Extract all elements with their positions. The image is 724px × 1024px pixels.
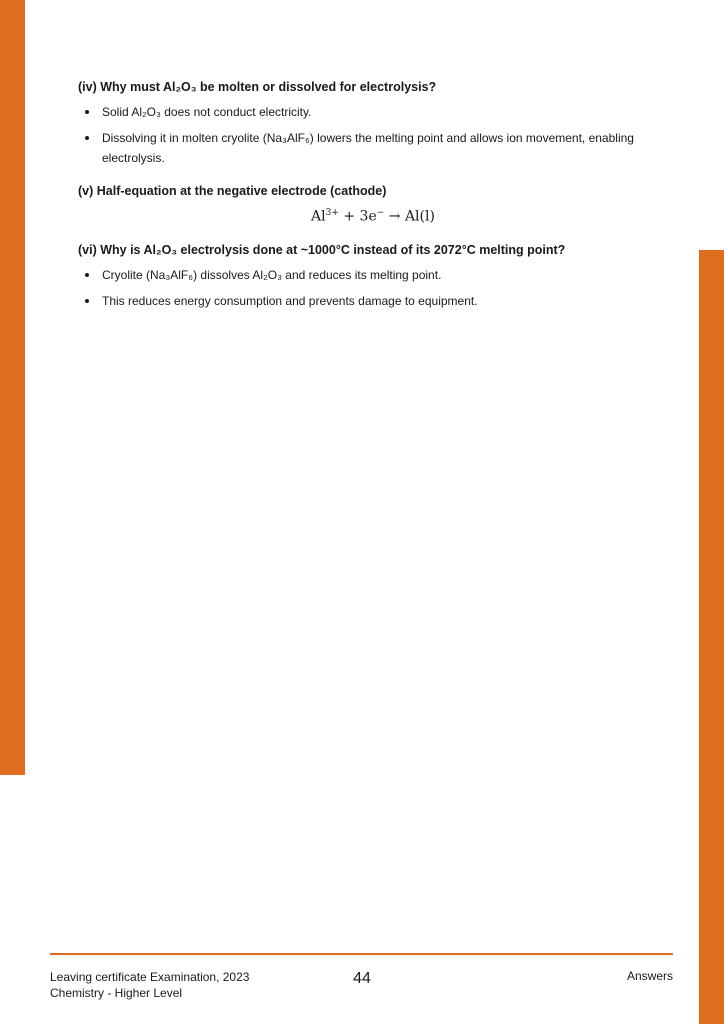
list-item: This reduces energy consumption and prevents damage to equipment.: [78, 291, 638, 311]
equation-ion: Al: [311, 208, 326, 225]
left-accent-bar: [0, 0, 25, 775]
section-heading: (iv) Why must Al₂O₃ be molten or dissolved for electrolysis?: [78, 80, 437, 94]
cathode-half-equation: [78, 208, 638, 225]
page-number: 44: [353, 970, 371, 987]
list-item: Solid Al₂O₃ does not conduct electricity.: [78, 102, 638, 122]
bullet-list: [78, 265, 638, 311]
equation-product: Al(l): [404, 208, 435, 225]
equation-electron-charge: −: [376, 208, 385, 218]
footer-subject: Chemistry - Higher Level: [50, 986, 183, 1000]
section-iv: [78, 78, 638, 168]
bullet-list: [78, 102, 638, 168]
equation-electrons: + 3e: [338, 208, 377, 225]
footer-divider: [50, 953, 673, 955]
list-item: Cryolite (Na₃AlF₆) dissolves Al₂O₃ and reduces its melting point.: [78, 265, 638, 285]
section-v: [78, 182, 638, 225]
equation-ion-charge: 3+: [325, 208, 339, 218]
section-vi: [78, 241, 638, 311]
list-item: Dissolving it in molten cryolite (Na₃AlF₆) lowers the melting point and allows ion movement, enabling electrolysis.: [78, 128, 638, 168]
equation-arrow: →: [384, 208, 405, 225]
footer-exam-title: Leaving certificate Examination, 2023: [50, 970, 250, 984]
section-heading: (vi) Why is Al₂O₃ electrolysis done at ~1000°C instead of its 2072°C melting point?: [78, 242, 566, 257]
footer-exam-info: [50, 969, 249, 1001]
right-accent-bar: [699, 250, 724, 1024]
answer-content: [78, 78, 638, 325]
section-heading: (v) Half-equation at the negative electrode (cathode): [78, 184, 387, 198]
footer-section-label: Answers: [626, 969, 673, 983]
